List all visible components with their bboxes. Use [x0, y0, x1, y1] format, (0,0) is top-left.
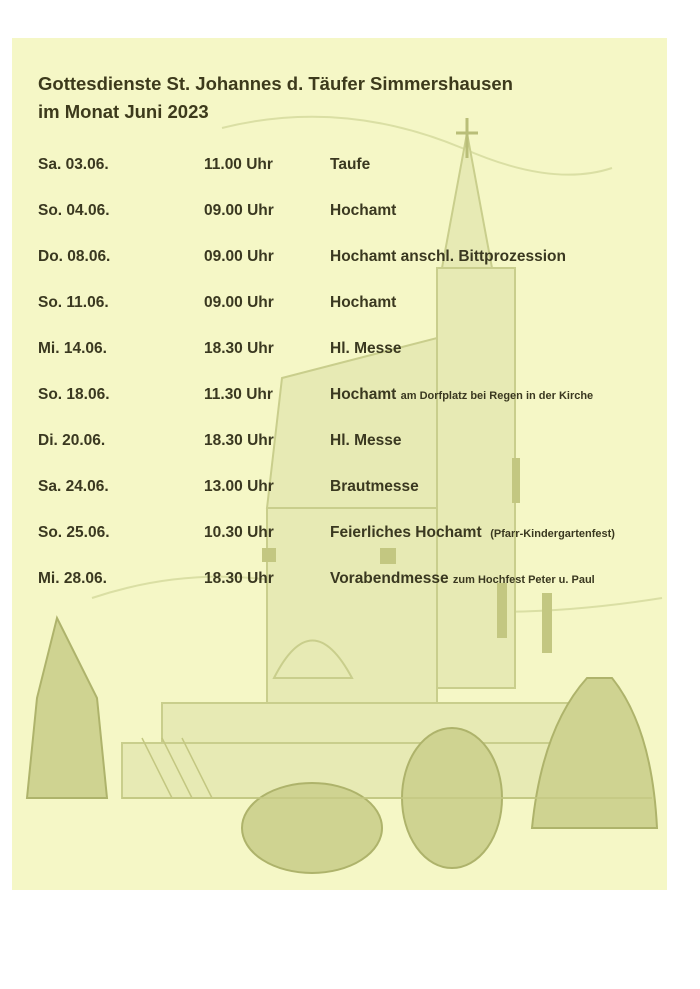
service-date: So. 04.06.: [38, 202, 110, 219]
service-event: [330, 340, 402, 358]
service-event-name: Hochamt: [330, 386, 397, 403]
service-row: [38, 426, 658, 472]
service-event: [330, 386, 593, 404]
service-event: [330, 478, 419, 496]
service-event: [330, 202, 396, 220]
service-date: So. 25.06.: [38, 524, 110, 541]
service-row: [38, 380, 658, 426]
service-date: So. 18.06.: [38, 386, 110, 403]
service-note: (Pfarr-Kindergartenfest): [490, 528, 615, 540]
service-event: [330, 156, 370, 174]
service-note: am Dorfplatz bei Regen in der Kirche: [400, 390, 594, 402]
service-time: 11.30 Uhr: [204, 386, 273, 403]
service-event-name: Vorabendmesse: [330, 570, 449, 587]
page-title: [38, 70, 513, 126]
service-date: Di. 20.06.: [38, 432, 106, 449]
service-time: 13.00 Uhr: [204, 478, 274, 495]
service-row: [38, 196, 658, 242]
flyer-sheet: [12, 38, 667, 890]
service-row: [38, 288, 658, 334]
service-time: 10.30 Uhr: [204, 524, 274, 541]
service-event: [330, 570, 595, 588]
service-date: Mi. 28.06.: [38, 570, 107, 587]
service-row: [38, 472, 658, 518]
service-event-name: Hochamt anschl. Bittprozession: [330, 248, 566, 265]
service-event-name: Hochamt: [330, 202, 397, 219]
service-event-name: Brautmesse: [330, 478, 419, 495]
title-line-2: im Monat Juni 2023: [38, 101, 209, 122]
service-event-name: Hochamt: [330, 294, 397, 311]
service-date: Sa. 24.06.: [38, 478, 109, 495]
service-row: [38, 242, 658, 288]
service-date: Sa. 03.06.: [38, 156, 109, 173]
service-time: 09.00 Uhr: [204, 248, 274, 265]
service-note: zum Hochfest Peter u. Paul: [452, 574, 595, 586]
service-schedule: [38, 150, 658, 610]
service-time: 18.30 Uhr: [204, 570, 274, 587]
service-event-name: Feierliches Hochamt: [330, 524, 482, 541]
service-row: [38, 518, 658, 564]
service-date: Do. 08.06.: [38, 248, 111, 265]
service-event-name: Taufe: [330, 156, 371, 173]
service-row: [38, 334, 658, 380]
service-time: 09.00 Uhr: [204, 202, 274, 219]
service-event: [330, 294, 396, 312]
service-time: 09.00 Uhr: [204, 294, 274, 311]
service-event: [330, 432, 402, 450]
service-time: 18.30 Uhr: [204, 340, 274, 357]
service-event: [330, 248, 566, 266]
title-line-1: Gottesdienste St. Johannes d. Täufer Simmershausen: [38, 73, 513, 94]
service-time: 11.00 Uhr: [204, 156, 273, 173]
service-row: [38, 564, 658, 610]
service-time: 18.30 Uhr: [204, 432, 274, 449]
service-event-name: Hl. Messe: [330, 432, 402, 449]
service-date: So. 11.06.: [38, 294, 109, 311]
service-event: [330, 524, 615, 542]
service-row: [38, 150, 658, 196]
service-event-name: Hl. Messe: [330, 340, 402, 357]
service-date: Mi. 14.06.: [38, 340, 107, 357]
